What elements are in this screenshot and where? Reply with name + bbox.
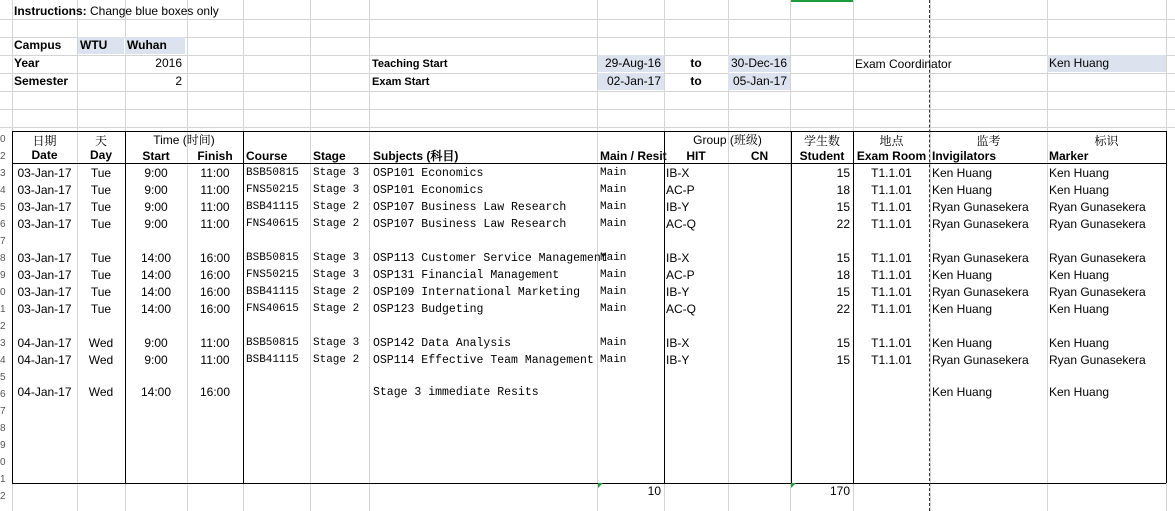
row-gridline [0, 109, 1175, 110]
cell-subject[interactable]: OSP101 Economics [373, 184, 484, 197]
cell-stage[interactable]: Stage 2 [313, 354, 360, 366]
cell-course[interactable] [244, 233, 310, 250]
cell-students[interactable]: 15 [836, 336, 850, 350]
header-invig-cn: 监考 [976, 134, 1001, 148]
row-number[interactable]: 6 [0, 389, 6, 400]
cell-day[interactable]: Wed [88, 353, 114, 367]
cell-day[interactable]: Tue [90, 302, 112, 316]
row-number[interactable]: 4 [0, 185, 6, 196]
cell-marker[interactable] [1047, 233, 1166, 250]
cell-students[interactable]: 22 [836, 217, 850, 231]
cell-type[interactable]: Main [600, 184, 627, 196]
teaching-start-cell[interactable]: 29-Aug-16 [598, 55, 664, 72]
cell-marker[interactable]: Ken Huang [1049, 166, 1110, 180]
cell-start[interactable]: 14:00 [140, 385, 172, 399]
cell-students[interactable]: 15 [836, 353, 850, 367]
exam-start-label: Exam Start [372, 76, 430, 88]
cell-group[interactable]: IB-Y [666, 200, 690, 214]
cell-type[interactable] [598, 384, 664, 401]
cell-room[interactable]: T1.1.01 [871, 336, 912, 350]
header-finish: Finish [197, 149, 233, 163]
cell-course[interactable]: BSB41115 [246, 201, 299, 213]
row-gridline [0, 91, 1175, 92]
cell-start[interactable]: 14:00 [140, 285, 172, 299]
cell-start[interactable]: 9:00 [144, 200, 168, 214]
cell-stage[interactable] [311, 233, 369, 250]
cell-students[interactable]: 15 [836, 166, 850, 180]
row-number[interactable]: 2 [0, 321, 6, 332]
cell-group[interactable]: IB-Y [666, 353, 690, 367]
exam-coordinator-label: Exam Coordinator [855, 57, 952, 71]
campus-code-cell[interactable]: WTU [78, 37, 124, 54]
cell-day[interactable]: Tue [90, 268, 112, 282]
cell-students[interactable] [791, 233, 853, 250]
year-value-cell[interactable]: 2016 [155, 56, 182, 70]
instructions [12, 3, 412, 20]
cell-day[interactable]: Tue [90, 200, 112, 214]
cell-students[interactable]: 18 [836, 183, 850, 197]
cell-day[interactable]: Tue [90, 285, 112, 299]
row-number[interactable]: 1 [0, 304, 6, 315]
cell-start[interactable]: 9:00 [144, 166, 168, 180]
header-hit: HIT [686, 149, 706, 163]
cell-group[interactable]: AC-P [666, 183, 695, 197]
cell-start[interactable]: 14:00 [140, 268, 172, 282]
cell-date[interactable]: 03-Jan-17 [17, 302, 72, 316]
cell-room[interactable]: T1.1.01 [871, 217, 912, 231]
total-students[interactable]: 170 [829, 484, 850, 498]
row-number[interactable]: 7 [0, 236, 6, 247]
cell-stage[interactable]: Stage 3 [313, 167, 360, 179]
row-number[interactable]: 1 [0, 474, 6, 485]
cell-stage[interactable]: Stage 3 [313, 337, 360, 349]
cell-finish[interactable]: 11:00 [200, 166, 230, 180]
cell-subject[interactable]: OSP107 Business Law Research [373, 218, 567, 231]
cell-invig[interactable]: Ken Huang [932, 183, 993, 197]
cell-course[interactable]: FNS40615 [246, 303, 299, 315]
row-number[interactable]: 3 [0, 168, 6, 179]
row-number[interactable]: 9 [0, 440, 6, 451]
cell-stage[interactable] [311, 318, 369, 335]
cell-day[interactable] [77, 318, 125, 335]
header-room: Exam Room [856, 149, 927, 163]
cell-group[interactable]: IB-X [666, 166, 690, 180]
exam-end-cell[interactable]: 05-Jan-17 [728, 73, 790, 90]
cell-date[interactable] [12, 318, 77, 335]
row-number[interactable]: 7 [0, 406, 6, 417]
cell-room[interactable]: T1.1.01 [871, 200, 912, 214]
cell-type[interactable]: Main [600, 218, 627, 230]
cell-type[interactable]: Main [600, 354, 627, 366]
cell-stage[interactable]: Stage 2 [313, 303, 360, 315]
cell-invig[interactable]: Ken Huang [932, 336, 993, 350]
selected-cell-indicator [791, 0, 853, 2]
row-number[interactable]: 4 [0, 355, 6, 366]
cell-marker[interactable]: Ken Huang [1049, 302, 1110, 316]
cell-invig[interactable] [930, 318, 1047, 335]
cell-marker[interactable]: Ryan Gunasekera [1049, 200, 1146, 214]
cell-stage[interactable]: Stage 3 [313, 184, 360, 196]
cell-date[interactable]: 03-Jan-17 [17, 251, 72, 265]
cell-stage[interactable]: Stage 2 [313, 218, 360, 230]
cell-finish[interactable]: 16:00 [199, 268, 231, 282]
cell-marker[interactable]: Ken Huang [1049, 336, 1110, 350]
cell-type[interactable]: Main [600, 337, 627, 349]
row-number[interactable]: 0 [0, 134, 6, 145]
header-student: Student [799, 149, 845, 163]
cell-day[interactable]: Tue [90, 217, 112, 231]
row-number[interactable]: 5 [0, 372, 6, 383]
cell-finish[interactable]: 16:00 [199, 385, 231, 399]
cell-group[interactable]: AC-P [666, 268, 695, 282]
row-number[interactable]: 5 [0, 202, 6, 213]
cell-room[interactable]: T1.1.01 [871, 166, 912, 180]
cell-marker[interactable]: Ken Huang [1049, 385, 1110, 399]
cell-room[interactable] [853, 318, 930, 335]
cell-students[interactable]: 22 [836, 302, 850, 316]
campus-label: Campus [14, 38, 62, 52]
cell-course[interactable]: BSB41115 [246, 286, 299, 298]
cell-date[interactable]: 04-Jan-17 [17, 336, 72, 350]
cell-invig[interactable]: Ken Huang [932, 166, 993, 180]
cell-start[interactable]: 9:00 [144, 353, 168, 367]
semester-label: Semester [14, 74, 69, 88]
cell-date[interactable]: 04-Jan-17 [17, 385, 72, 399]
header-marker: Marker [1049, 149, 1089, 163]
cell-invig[interactable]: Ken Huang [932, 268, 993, 282]
cell-invig[interactable]: Ryan Gunasekera [932, 217, 1029, 231]
cell-day[interactable]: Tue [90, 183, 112, 197]
cell-subject[interactable]: OSP109 International Marketing [373, 286, 581, 299]
cell-group[interactable]: AC-Q [666, 302, 696, 316]
cell-marker[interactable] [1047, 318, 1166, 335]
cell-group[interactable] [664, 233, 728, 250]
cell-room[interactable] [853, 384, 930, 401]
instructions-label: Instructions: [14, 4, 87, 18]
instructions-text: Change blue boxes only [90, 4, 219, 18]
header-start: Start [142, 149, 170, 163]
row-number[interactable]: 2 [0, 151, 6, 162]
cell-students[interactable]: 15 [836, 285, 850, 299]
header-day-cn: 天 [94, 134, 107, 148]
header-date: Date [31, 148, 58, 162]
cell-date[interactable]: 03-Jan-17 [17, 285, 72, 299]
year-label: Year [14, 56, 40, 70]
cell-type[interactable]: Main [600, 269, 627, 281]
cell-finish[interactable]: 11:00 [200, 217, 230, 231]
cell-invig[interactable]: Ryan Gunasekera [932, 200, 1029, 214]
cell-finish[interactable]: 11:00 [200, 353, 230, 367]
row-number[interactable]: 3 [0, 338, 6, 349]
cell-group[interactable]: IB-Y [666, 285, 690, 299]
cell-day[interactable]: Wed [88, 336, 114, 350]
cell-finish[interactable] [187, 233, 243, 250]
cell-day[interactable] [77, 233, 125, 250]
cell-finish[interactable]: 11:00 [200, 200, 230, 214]
cell-invig[interactable]: Ryan Gunasekera [932, 285, 1029, 299]
total-main-count[interactable]: 10 [647, 484, 661, 498]
exam-to: to [690, 74, 702, 88]
campus-name-cell[interactable]: Wuhan [125, 37, 185, 54]
cell-start[interactable]: 14:00 [140, 302, 172, 316]
cell-course[interactable]: FNS50215 [246, 184, 299, 196]
cell-subject[interactable]: OSP113 Customer Service Management [373, 252, 608, 265]
cell-stage[interactable]: Stage 3 [313, 252, 360, 264]
cell-subject[interactable]: OSP123 Budgeting [373, 303, 484, 316]
cell-invig[interactable]: Ken Huang [932, 302, 993, 316]
cell-start[interactable]: 9:00 [144, 217, 168, 231]
cell-date[interactable] [12, 233, 77, 250]
cell-subject[interactable] [371, 318, 597, 335]
header-subjects: Subjects (科目) [373, 149, 459, 163]
cell-room[interactable]: T1.1.01 [871, 183, 912, 197]
header-date-cn: 日期 [32, 134, 57, 148]
cell-finish[interactable]: 11:00 [200, 183, 230, 197]
cell-room[interactable]: T1.1.01 [871, 302, 912, 316]
cell-date[interactable]: 03-Jan-17 [17, 217, 72, 231]
cell-subject[interactable]: Stage 3 immediate Resits [373, 386, 539, 399]
cell-stage[interactable]: Stage 2 [313, 286, 360, 298]
cell-stage[interactable]: Stage 3 [313, 269, 360, 281]
cell-course[interactable] [244, 318, 310, 335]
exam-coordinator-cell[interactable]: Ken Huang [1047, 55, 1166, 72]
cell-date[interactable]: 04-Jan-17 [17, 353, 72, 367]
header-cn: CN [750, 149, 769, 163]
cell-course[interactable]: FNS40615 [246, 218, 299, 230]
cell-day[interactable]: Wed [88, 385, 114, 399]
formula-indicator [791, 483, 796, 488]
cell-students[interactable]: 18 [836, 268, 850, 282]
cell-invig[interactable] [930, 233, 1047, 250]
cell-course[interactable]: BSB50815 [246, 337, 299, 349]
cell-stage[interactable]: Stage 2 [313, 201, 360, 213]
cell-marker[interactable]: Ryan Gunasekera [1049, 353, 1146, 367]
row-number[interactable]: 8 [0, 423, 6, 434]
cell-group[interactable]: IB-X [666, 336, 690, 350]
cell-finish[interactable]: 16:00 [199, 302, 231, 316]
table-border [12, 483, 1166, 484]
cell-finish[interactable] [187, 318, 243, 335]
cell-course[interactable]: FNS50215 [246, 269, 299, 281]
header-main-resit: Main / Resit [600, 149, 667, 163]
row-number[interactable]: 6 [0, 219, 6, 230]
cell-stage[interactable] [311, 384, 369, 401]
cell-type[interactable]: Main [600, 201, 627, 213]
row-gridline [0, 127, 1175, 128]
cell-type[interactable]: Main [600, 167, 627, 179]
cell-marker[interactable]: Ryan Gunasekera [1049, 251, 1146, 265]
cell-group[interactable] [664, 384, 728, 401]
cell-subject[interactable]: OSP107 Business Law Research [373, 201, 567, 214]
header-time-group: Time (时间) [153, 133, 215, 147]
header-student-cn: 学生数 [803, 134, 840, 148]
cell-group[interactable]: IB-X [666, 251, 690, 265]
table-border [1166, 131, 1167, 483]
cell-day[interactable]: Tue [90, 166, 112, 180]
cell-room[interactable]: T1.1.01 [871, 251, 912, 265]
cell-type[interactable] [598, 233, 664, 250]
cell-invig[interactable]: Ryan Gunasekera [932, 353, 1029, 367]
formula-indicator [598, 483, 603, 488]
teaching-start-label: Teaching Start [372, 58, 448, 70]
cell-room[interactable]: T1.1.01 [871, 268, 912, 282]
cell-students[interactable]: 15 [836, 251, 850, 265]
cell-type[interactable] [598, 318, 664, 335]
cell-room[interactable] [853, 233, 930, 250]
cell-date[interactable]: 03-Jan-17 [17, 166, 72, 180]
cell-start[interactable]: 9:00 [144, 183, 168, 197]
cell-marker[interactable]: Ken Huang [1049, 268, 1110, 282]
cell-students[interactable] [791, 384, 853, 401]
cell-course[interactable]: BSB50815 [246, 252, 299, 264]
cell-subject[interactable] [371, 233, 597, 250]
cell-start[interactable] [125, 233, 187, 250]
cell-type[interactable]: Main [600, 303, 627, 315]
row-number[interactable]: 2 [0, 491, 6, 502]
header-stage: Stage [313, 149, 346, 163]
cell-group[interactable]: AC-Q [666, 217, 696, 231]
cell-course[interactable]: BSB41115 [246, 354, 299, 366]
cell-students[interactable]: 15 [836, 200, 850, 214]
row-number[interactable]: 0 [0, 287, 6, 298]
exam-start-cell[interactable]: 02-Jan-17 [598, 73, 664, 90]
cell-start[interactable]: 9:00 [144, 336, 168, 350]
cell-invig[interactable]: Ryan Gunasekera [932, 251, 1029, 265]
cell-marker[interactable]: Ryan Gunasekera [1049, 217, 1146, 231]
cell-invig[interactable]: Ken Huang [932, 385, 993, 399]
cell-finish[interactable]: 16:00 [199, 285, 231, 299]
row-number[interactable]: 0 [0, 457, 6, 468]
header-day: Day [89, 148, 112, 162]
header-group: Group (班级) [693, 133, 762, 147]
cell-finish[interactable]: 11:00 [200, 336, 230, 350]
cell-date[interactable]: 03-Jan-17 [17, 268, 72, 282]
cell-room[interactable]: T1.1.01 [871, 353, 912, 367]
cell-students[interactable] [791, 318, 853, 335]
header-room-cn: 地点 [879, 134, 904, 148]
cell-marker[interactable]: Ken Huang [1049, 183, 1110, 197]
semester-value-cell[interactable]: 2 [175, 74, 182, 88]
header-marker-cn: 标识 [1094, 134, 1119, 148]
cell-course[interactable]: BSB50815 [246, 167, 299, 179]
cell-finish[interactable]: 16:00 [199, 251, 231, 265]
cell-start[interactable] [125, 318, 187, 335]
cell-group[interactable] [664, 318, 728, 335]
row-number[interactable]: 8 [0, 253, 6, 264]
cell-date[interactable]: 03-Jan-17 [17, 183, 72, 197]
cell-type[interactable]: Main [600, 252, 627, 264]
cell-course[interactable] [244, 384, 310, 401]
cell-day[interactable]: Tue [90, 251, 112, 265]
cell-subject[interactable]: OSP114 Effective Team Management [373, 354, 594, 367]
cell-start[interactable]: 14:00 [140, 251, 172, 265]
cell-room[interactable]: T1.1.01 [871, 285, 912, 299]
header-invigilators: Invigilators [932, 149, 997, 163]
row-number[interactable]: 9 [0, 270, 6, 281]
cell-subject[interactable]: OSP142 Data Analysis [373, 337, 512, 350]
cell-date[interactable]: 03-Jan-17 [17, 200, 72, 214]
cell-subject[interactable]: OSP101 Economics [373, 167, 484, 180]
header-course: Course [246, 149, 288, 163]
teaching-end-cell[interactable]: 30-Dec-16 [728, 55, 790, 72]
cell-marker[interactable]: Ryan Gunasekera [1049, 285, 1146, 299]
teaching-to: to [690, 56, 702, 70]
cell-type[interactable]: Main [600, 286, 627, 298]
cell-subject[interactable]: OSP131 Financial Management [373, 269, 560, 282]
